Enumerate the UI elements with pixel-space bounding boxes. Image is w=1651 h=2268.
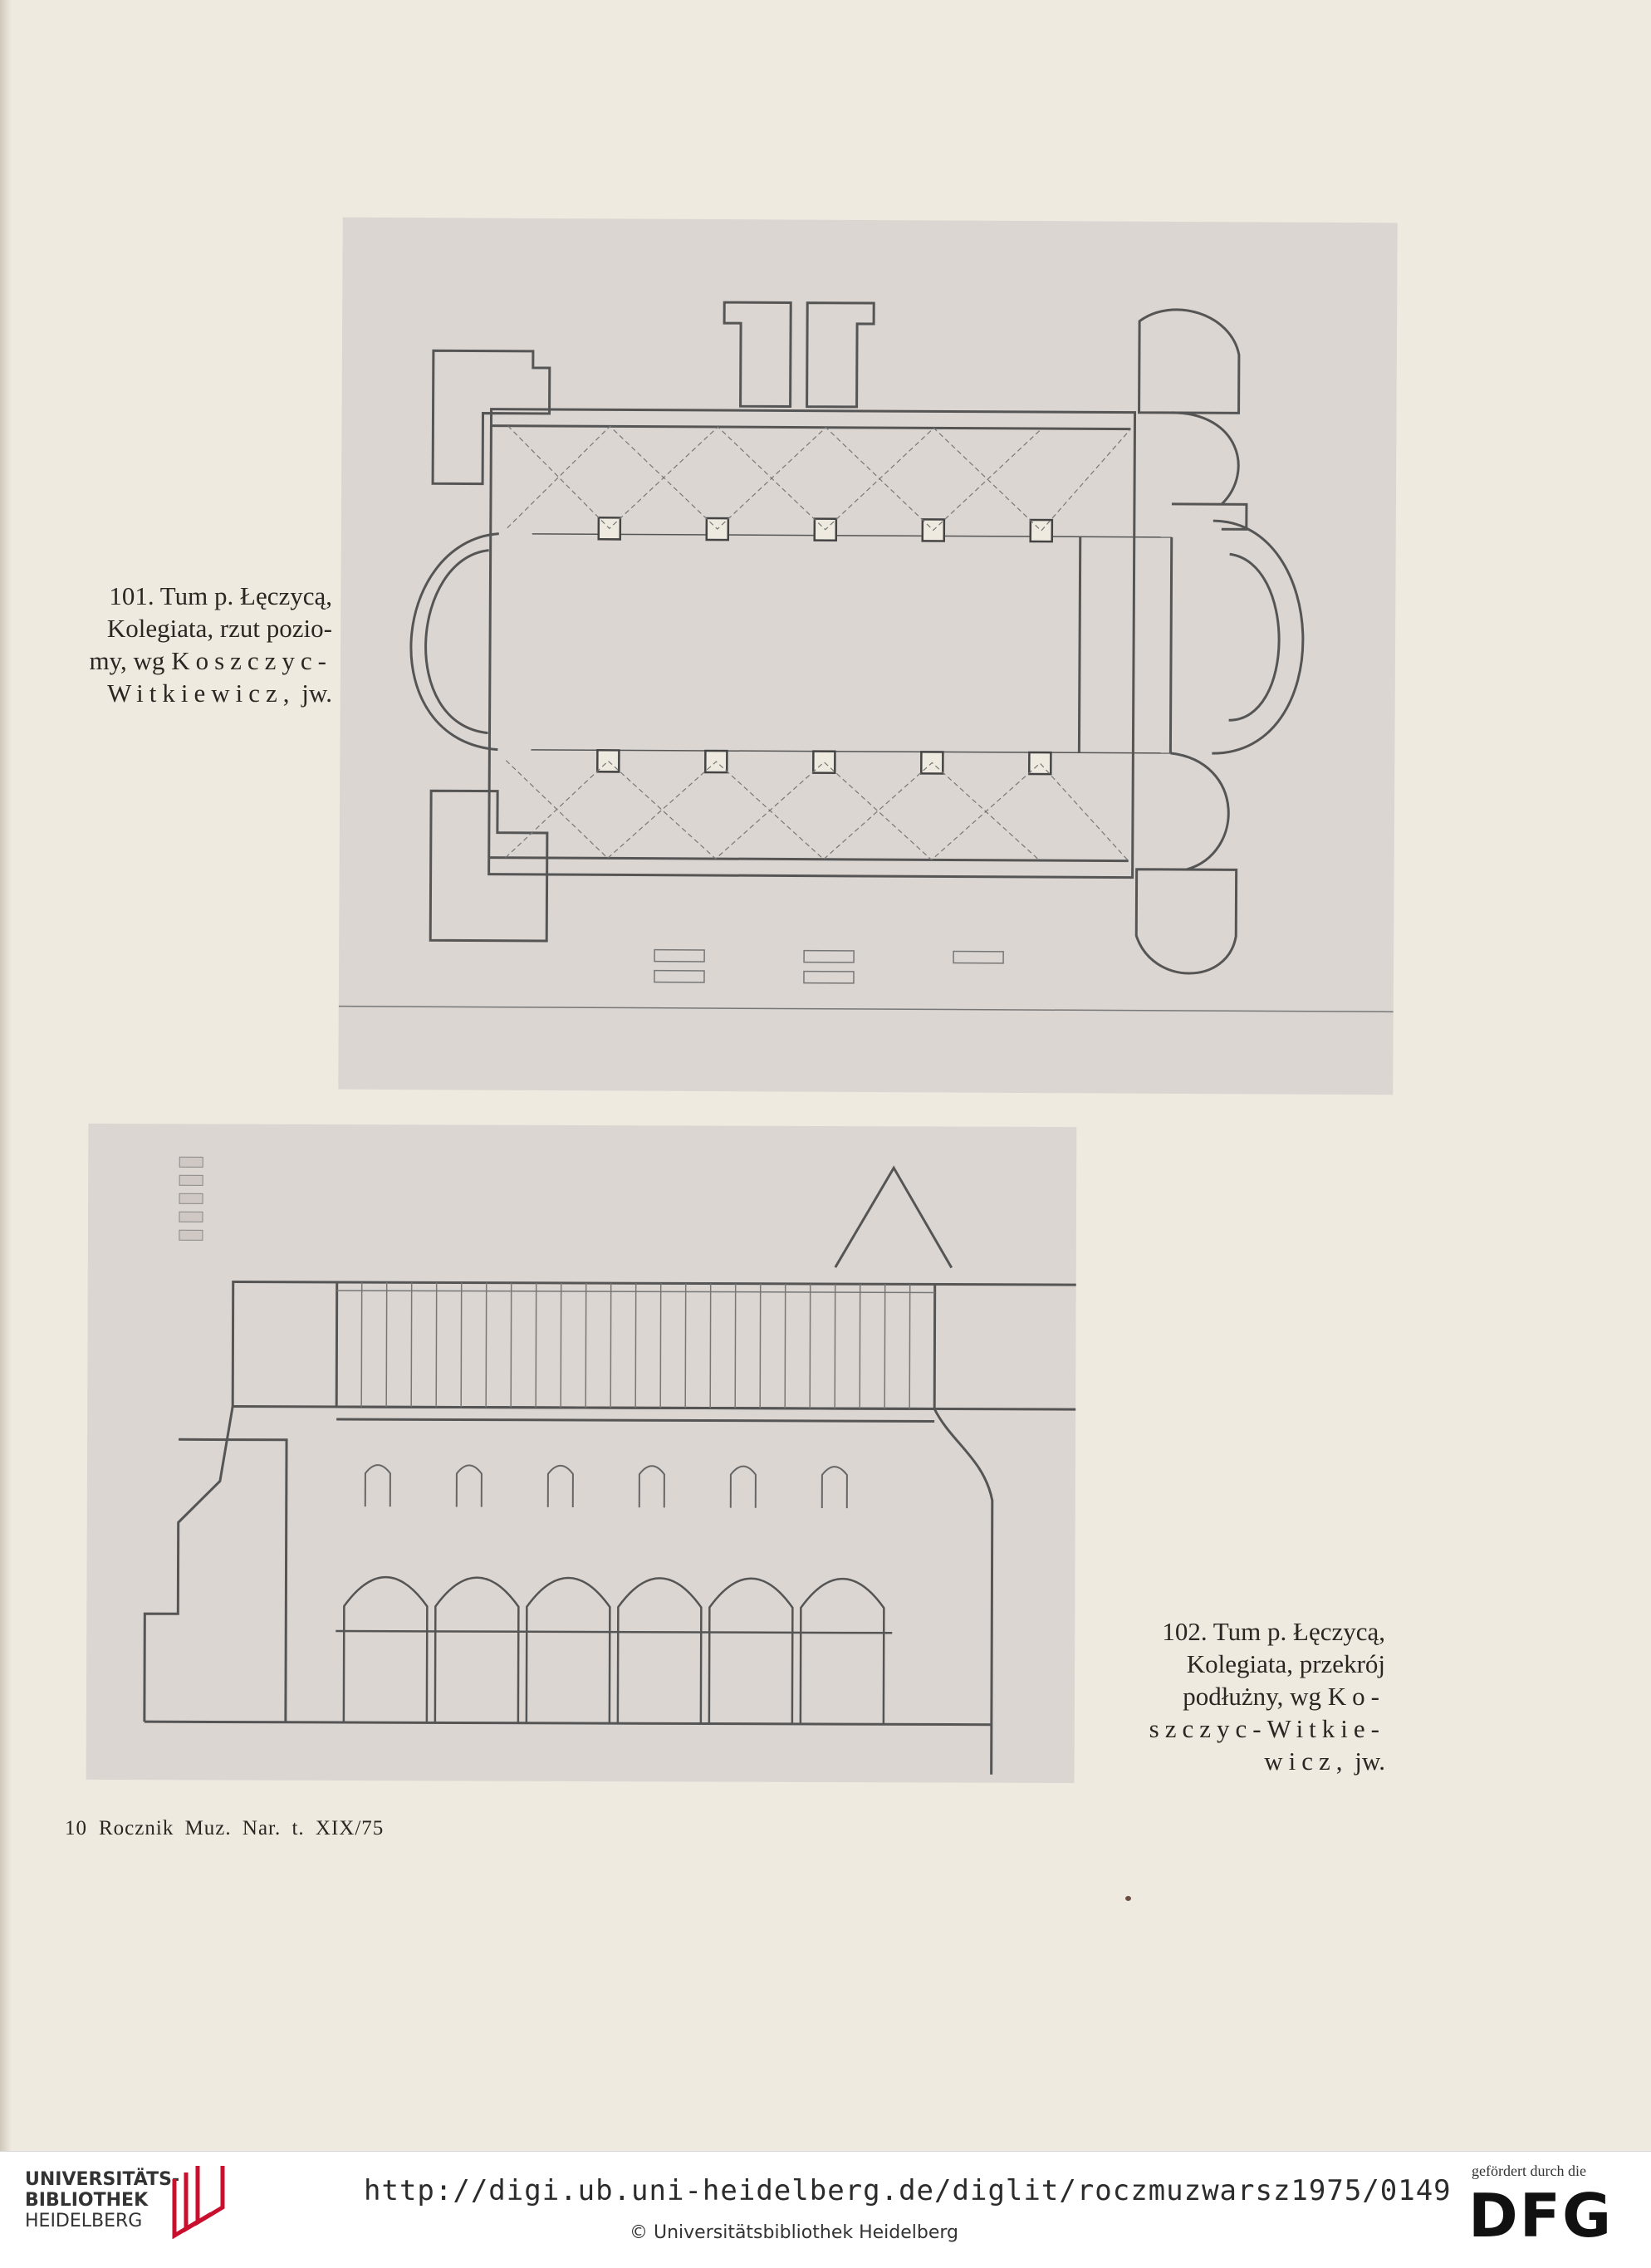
funding-note: gefördert durch die bbox=[1472, 2163, 1586, 2179]
floor-plan-drawing bbox=[338, 218, 1397, 1095]
author-name-spaced: Witkiewicz, bbox=[107, 678, 296, 708]
digitization-footer-bar bbox=[0, 2151, 1651, 2268]
dfg-logo[interactable]: DFG bbox=[1468, 2181, 1614, 2251]
author-name-spaced: szczyc-Witkie- bbox=[1149, 1714, 1385, 1743]
caption-text: podłużny, wg bbox=[1183, 1682, 1328, 1711]
figure-102-longitudinal-section bbox=[86, 1124, 1077, 1783]
caption-line bbox=[1113, 1745, 1385, 1777]
logo-line: UNIVERSITÄTS- bbox=[25, 2169, 180, 2190]
page-edge-shadow bbox=[0, 0, 12, 2151]
page-number: 10 bbox=[65, 1817, 87, 1839]
caption-figure-102 bbox=[1113, 1615, 1385, 1777]
logo-line: BIBLIOTHEK bbox=[25, 2190, 149, 2211]
author-name-spaced: wicz, bbox=[1264, 1746, 1349, 1776]
figure-101-floor-plan bbox=[338, 218, 1397, 1095]
author-name-spaced: Ko- bbox=[1327, 1682, 1385, 1711]
caption-text: jw. bbox=[1348, 1746, 1385, 1776]
logo-line: HEIDELBERG bbox=[25, 2211, 143, 2231]
caption-figure-101 bbox=[73, 580, 332, 709]
permalink-url[interactable]: http://digi.ub.uni-heidelberg.de/diglit/roczmuzwarsz1975/0149 bbox=[364, 2174, 1452, 2207]
paper-speck bbox=[1125, 1896, 1131, 1901]
caption-line bbox=[73, 644, 332, 677]
author-name-spaced: Koszczyc- bbox=[171, 646, 332, 675]
caption-text: jw. bbox=[295, 678, 332, 708]
caption-line: Kolegiata, rzut pozio- bbox=[106, 614, 332, 643]
copyright-notice: © Universitätsbibliothek Heidelberg bbox=[630, 2222, 959, 2243]
caption-line bbox=[1113, 1712, 1385, 1745]
caption-line: 102. Tum p. Łęczycą, bbox=[1162, 1617, 1385, 1646]
caption-line: 101. Tum p. Łęczycą, bbox=[109, 581, 332, 610]
caption-text: my, wg bbox=[89, 646, 172, 675]
running-footer bbox=[65, 1817, 384, 1840]
ub-heidelberg-logo[interactable] bbox=[25, 2169, 179, 2231]
caption-line bbox=[73, 677, 332, 709]
section-drawing bbox=[86, 1124, 1077, 1783]
journal-reference: Rocznik Muz. Nar. t. XIX/75 bbox=[99, 1817, 385, 1839]
caption-line bbox=[1113, 1680, 1385, 1712]
caption-line: Kolegiata, przekrój bbox=[1186, 1649, 1385, 1678]
ub-book-mark-icon bbox=[166, 2163, 231, 2239]
